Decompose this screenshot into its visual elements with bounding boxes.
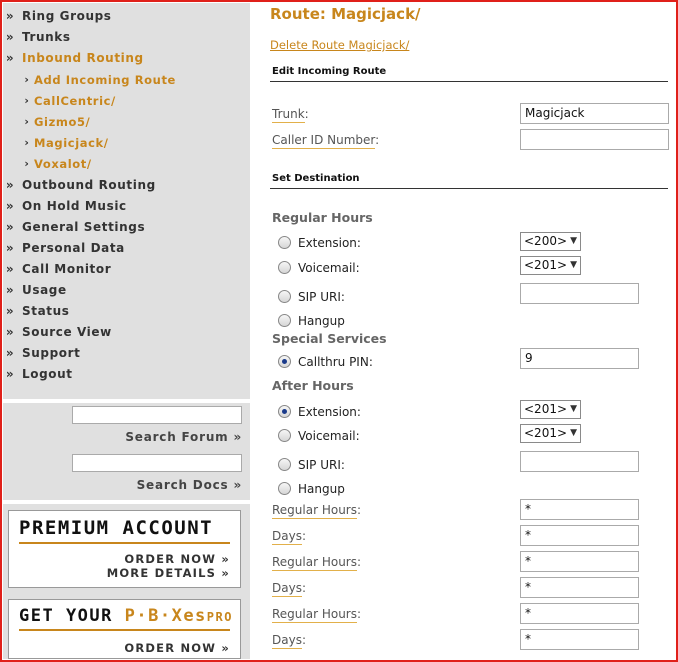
chevron-right-icon: › (24, 136, 30, 149)
callthru-pin-field[interactable]: 9 (520, 348, 639, 369)
sidebar-item-label: CallCentric/ (34, 94, 116, 108)
edit-section-heading: Edit Incoming Route (272, 66, 387, 77)
regular-hours-heading: Regular Hours (272, 210, 373, 225)
trunk-label-text: Trunk (272, 107, 305, 121)
label-colon: : (357, 607, 362, 621)
double-chevron-icon: » (5, 9, 15, 23)
schedule-label (272, 581, 306, 595)
label-colon: : (357, 555, 362, 569)
schedule-label (272, 503, 361, 517)
page-title: Route: Magicjack/ (270, 5, 421, 23)
sidebar-item-label: Outbound Routing (22, 178, 156, 192)
pbxes-logo: P·B·Xes (124, 606, 207, 626)
schedule-label-text: Regular Hours (272, 503, 357, 517)
days-field[interactable]: * (520, 577, 639, 598)
schedule-label-text: Regular Hours (272, 555, 357, 569)
search-forum-link[interactable]: Search Forum » (125, 430, 242, 444)
chevron-right-icon: › (24, 157, 30, 170)
section-divider (270, 188, 668, 189)
double-chevron-icon: » (5, 304, 15, 318)
search-docs-input[interactable] (72, 454, 242, 472)
radio-label: Extension: (298, 236, 361, 250)
trunk-label (272, 107, 309, 121)
schedule-label (272, 633, 306, 647)
sidebar-item-label: Trunks (22, 30, 71, 44)
days-field[interactable]: * (520, 629, 639, 650)
callerid-field[interactable] (520, 129, 669, 150)
destination-section-heading: Set Destination (272, 173, 360, 184)
sidebar-item-label: Gizmo5/ (34, 115, 91, 129)
sidebar-divider (3, 399, 250, 403)
label-colon: : (301, 633, 306, 647)
after-voicemail-radio[interactable] (278, 429, 291, 442)
promo-title: PREMIUM ACCOUNT (19, 517, 214, 539)
main-content (250, 3, 675, 659)
select-value: <201> (524, 258, 568, 272)
after-sipuri-radio[interactable] (278, 458, 291, 471)
sidebar (3, 3, 250, 659)
chevron-right-icon: › (24, 115, 30, 128)
schedule-label (272, 555, 361, 569)
radio-label: SIP URI: (298, 458, 345, 472)
promo-rule (19, 629, 230, 631)
regular-extension-select[interactable] (520, 232, 581, 251)
order-now-link[interactable]: ORDER NOW » (124, 552, 230, 566)
double-chevron-icon: » (5, 241, 15, 255)
select-value: <201> (524, 426, 568, 440)
radio-label: Callthru PIN: (298, 355, 373, 369)
double-chevron-icon: » (5, 325, 15, 339)
sidebar-item-label: Magicjack/ (34, 136, 109, 150)
sidebar-item-label: Personal Data (22, 241, 125, 255)
double-chevron-icon: » (5, 51, 15, 65)
regular-voicemail-select[interactable] (520, 256, 581, 275)
after-extension-select[interactable] (520, 400, 581, 419)
regular-extension-radio[interactable] (278, 236, 291, 249)
select-value: <201> (524, 402, 568, 416)
sidebar-item-label: Support (22, 346, 81, 360)
promo-title-prefix: GET YOUR (19, 606, 113, 626)
search-forum-input[interactable] (72, 406, 242, 424)
callerid-label-text: Caller ID Number (272, 133, 376, 147)
select-value: <200> (524, 234, 568, 248)
dropdown-arrow-icon: ▼ (570, 236, 577, 246)
chevron-right-icon: › (24, 73, 30, 86)
after-hangup-radio[interactable] (278, 482, 291, 495)
radio-label: Hangup (298, 314, 345, 328)
radio-label: Voicemail: (298, 429, 360, 443)
after-hours-heading: After Hours (272, 378, 354, 393)
label-colon: : (357, 503, 362, 517)
radio-label: Hangup (298, 482, 345, 496)
dropdown-arrow-icon: ▼ (570, 260, 577, 270)
regular-sipuri-field[interactable] (520, 283, 639, 304)
regular-hours-field[interactable]: * (520, 499, 639, 520)
sidebar-item-label: On Hold Music (22, 199, 127, 213)
radio-label: Extension: (298, 405, 361, 419)
order-now-link[interactable]: ORDER NOW » (124, 641, 230, 655)
double-chevron-icon: » (5, 262, 15, 276)
double-chevron-icon: » (5, 346, 15, 360)
sidebar-item-label: Add Incoming Route (34, 73, 176, 87)
sidebar-item-label: Logout (22, 367, 73, 381)
callerid-label (272, 133, 379, 147)
double-chevron-icon: » (5, 283, 15, 297)
days-field[interactable]: * (520, 525, 639, 546)
section-divider (270, 81, 668, 82)
double-chevron-icon: » (5, 178, 15, 192)
special-services-heading: Special Services (272, 331, 387, 346)
sidebar-item-label: Voxalot/ (34, 157, 92, 171)
double-chevron-icon: » (5, 30, 15, 44)
schedule-label (272, 529, 306, 543)
dropdown-arrow-icon: ▼ (570, 404, 577, 414)
radio-label: SIP URI: (298, 290, 345, 304)
double-chevron-icon: » (5, 199, 15, 213)
sidebar-divider (3, 500, 250, 504)
after-extension-radio[interactable] (278, 405, 291, 418)
label-colon: : (301, 581, 306, 595)
regular-voicemail-radio[interactable] (278, 261, 291, 274)
sidebar-item-label: Status (22, 304, 70, 318)
regular-hours-field[interactable]: * (520, 603, 639, 624)
sidebar-item-label: Inbound Routing (22, 51, 144, 65)
radio-label: Voicemail: (298, 261, 360, 275)
delete-route-link[interactable]: Delete Route Magicjack/ (270, 38, 410, 52)
after-voicemail-select[interactable] (520, 424, 581, 443)
promo-title (19, 606, 233, 626)
sidebar-item-label: Source View (22, 325, 112, 339)
trunk-field[interactable]: Magicjack (520, 103, 669, 124)
schedule-label-text: Regular Hours (272, 607, 357, 621)
schedule-label-text: Days (272, 581, 302, 595)
regular-hangup-radio[interactable] (278, 314, 291, 327)
search-docs-link[interactable]: Search Docs » (136, 478, 242, 492)
label-colon: : (301, 529, 306, 543)
schedule-label-text: Days (272, 633, 302, 647)
chevron-right-icon: › (24, 94, 30, 107)
double-chevron-icon: » (5, 220, 15, 234)
after-sipuri-field[interactable] (520, 451, 639, 472)
double-chevron-icon: » (5, 367, 15, 381)
promo-rule (19, 542, 230, 544)
label-colon: : (375, 133, 380, 147)
pbxes-pro-suffix: PRO (206, 610, 233, 624)
regular-sipuri-radio[interactable] (278, 290, 291, 303)
sidebar-item-label: Ring Groups (22, 9, 112, 23)
premium-account-promo (8, 510, 241, 588)
regular-hours-field[interactable]: * (520, 551, 639, 572)
sidebar-item-label: Usage (22, 283, 67, 297)
schedule-label (272, 607, 361, 621)
schedule-label-text: Days (272, 529, 302, 543)
sidebar-item-label: Call Monitor (22, 262, 112, 276)
dropdown-arrow-icon: ▼ (570, 428, 577, 438)
pbxes-pro-promo (8, 599, 241, 659)
more-details-link[interactable]: MORE DETAILS » (106, 566, 230, 580)
sidebar-item-label: General Settings (22, 220, 146, 234)
callthru-radio[interactable] (278, 355, 291, 368)
label-colon: : (304, 107, 309, 121)
